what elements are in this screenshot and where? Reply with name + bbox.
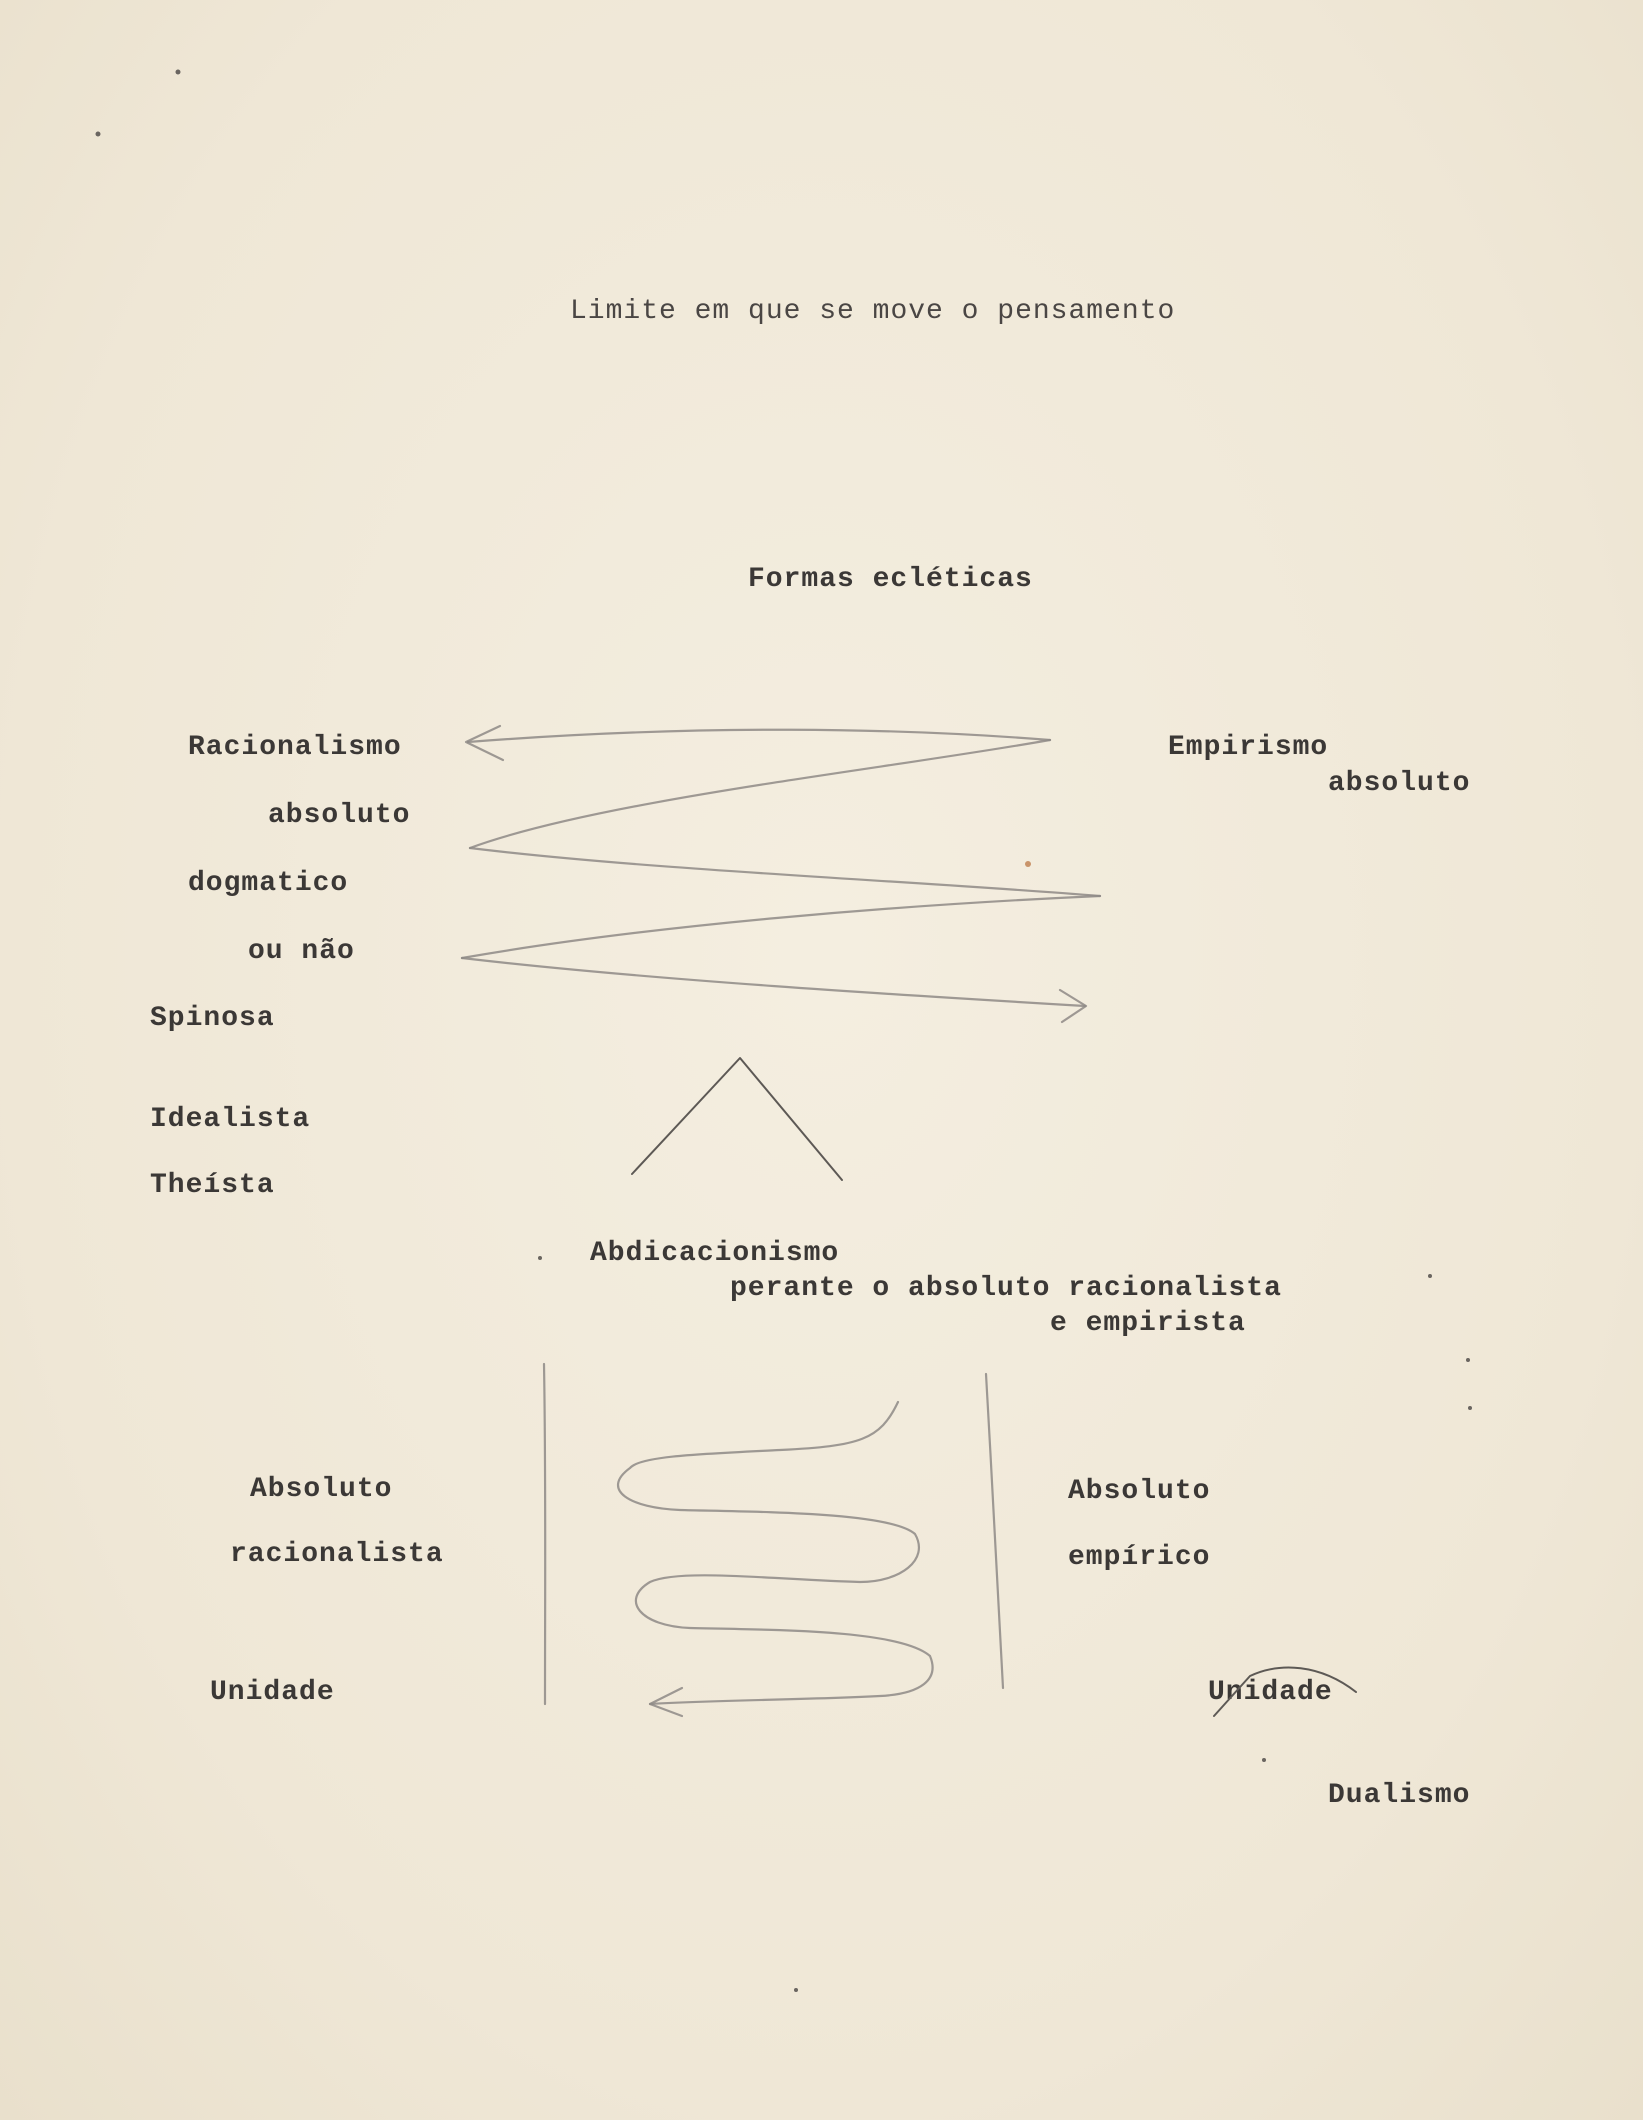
lower-right-unity: Unidade — [1208, 1677, 1333, 1708]
eclectic-forms-heading: Formas ecléticas — [748, 564, 1033, 595]
left-arrowhead — [466, 726, 503, 760]
abdication-heading: Abdicacionismo — [590, 1238, 840, 1269]
paper-speck — [1466, 1358, 1470, 1362]
paper-speck — [96, 132, 101, 137]
left-dogmatic: dogmatico — [188, 868, 349, 899]
lower-right-empirical: empírico — [1068, 1542, 1211, 1573]
lower-left-unity: Unidade — [210, 1677, 335, 1708]
left-spinoza: Spinosa — [150, 1003, 275, 1034]
paper-stain — [1025, 861, 1031, 867]
paper-speck — [1262, 1758, 1266, 1762]
serpentine-arrow — [618, 1402, 933, 1716]
right-empiricism: Empirismo — [1168, 732, 1329, 763]
paper-speck — [1428, 1274, 1432, 1278]
lower-left-absolute: Absoluto — [250, 1474, 393, 1505]
left-or-not: ou não — [248, 936, 355, 967]
left-idealist: Idealista — [150, 1104, 311, 1135]
right-absolute: absoluto — [1328, 768, 1471, 799]
lower-right-absolute: Absoluto — [1068, 1476, 1211, 1507]
zigzag-arrow — [462, 730, 1100, 1006]
left-vertical-line — [544, 1364, 545, 1704]
right-vertical-line — [986, 1374, 1003, 1688]
paper-speck — [1468, 1406, 1472, 1410]
left-theist: Theísta — [150, 1170, 275, 1201]
caret-mark — [632, 1058, 842, 1180]
lower-right-dualism: Dualismo — [1328, 1780, 1471, 1811]
abdication-line2: perante o absoluto racionalista — [730, 1273, 1282, 1304]
abdication-line3: e empirista — [1050, 1308, 1246, 1339]
left-absolute: absoluto — [268, 800, 411, 831]
page-title: Limite em que se move o pensamento — [570, 296, 1176, 327]
paper-speck — [538, 1256, 542, 1260]
paper-speck — [794, 1988, 798, 1992]
paper-speck — [176, 70, 181, 75]
left-rationalism: Racionalismo — [188, 732, 402, 763]
lower-left-rationalist: racionalista — [230, 1539, 444, 1570]
unity-strike-mark — [1214, 1668, 1356, 1716]
